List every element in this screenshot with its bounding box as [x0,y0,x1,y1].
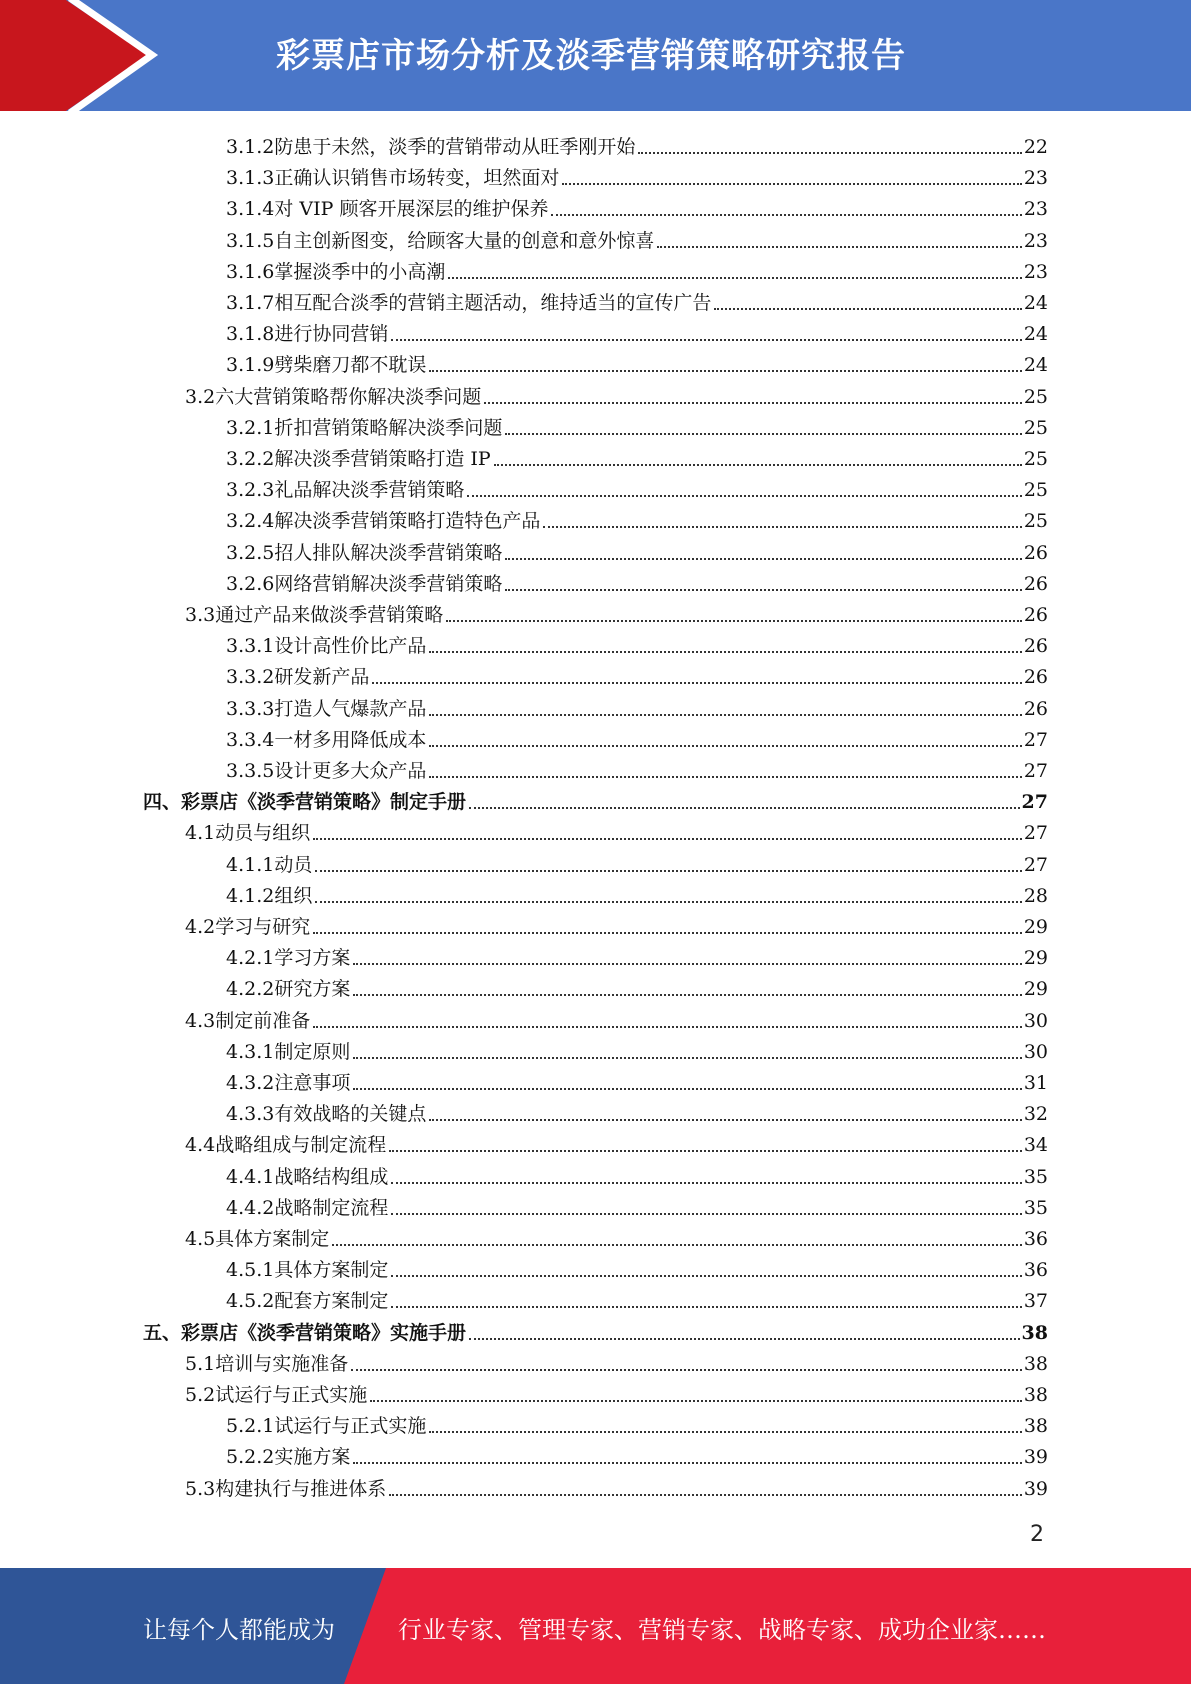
toc-entry-number: 4.2.2 [226,978,275,1000]
toc-entry[interactable] [185,596,1048,627]
toc-entry-page: 25 [1023,417,1048,439]
toc-entry[interactable] [226,502,1048,533]
toc-entry-title: 注意事项 [274,1072,351,1094]
toc-entry-title: 通过产品来做淡季营销策略 [215,604,444,626]
toc-entry-page: 28 [1023,885,1048,907]
toc-entry-title: 礼品解决淡季营销策略 [274,479,465,501]
footer-slogan-right: 行业专家、管理专家、营销专家、战略专家、成功企业家…… [398,1616,1046,1644]
toc-entry-number: 4.5.1 [226,1259,275,1281]
toc-entry-page: 39 [1023,1446,1048,1468]
toc-entry-page: 25 [1023,510,1048,532]
toc-entry-page: 27 [1021,791,1048,813]
toc-entry-number: 3.3.3 [226,698,275,720]
toc-entry-title: 有效战略的关键点 [274,1103,427,1125]
toc-dot-leader [484,402,1022,404]
toc-entry[interactable] [226,970,1048,1001]
toc-entry[interactable] [185,1220,1048,1251]
toc-entry-page: 36 [1023,1259,1048,1281]
toc-entry-title: 掌握淡季中的小高潮 [274,261,446,283]
toc-entry-number: 3.2.4 [226,510,275,532]
toc-entry[interactable] [226,284,1048,315]
toc-entry-page: 23 [1023,198,1048,220]
toc-entry[interactable] [226,752,1048,783]
toc-entry-page: 26 [1023,666,1048,688]
toc-entry-number: 4.2 [185,916,216,938]
toc-entry-number: 四、 [143,791,182,813]
toc-entry[interactable] [226,1189,1048,1220]
toc-entry-number: 3.1.2 [226,136,275,158]
toc-entry[interactable] [226,471,1048,502]
toc-entry[interactable] [226,1282,1048,1313]
toc-entry[interactable] [226,1438,1048,1469]
toc-entry-page: 26 [1023,698,1048,720]
toc-dot-leader [315,870,1021,872]
toc-entry[interactable] [185,1470,1048,1501]
toc-entry-page: 24 [1023,323,1048,345]
toc-entry-page: 38 [1023,1384,1048,1406]
toc-entry-title: 动员 [274,854,313,876]
toc-entry-number: 4.1 [185,822,216,844]
toc-entry[interactable] [226,658,1048,689]
toc-dot-leader [391,1182,1021,1184]
toc-entry-title: 网络营销解决淡季营销策略 [274,573,503,595]
toc-entry[interactable] [226,565,1048,596]
toc-dot-leader [429,1431,1021,1433]
page-number: 2 [1030,1522,1044,1547]
toc-entry-title: 试运行与正式实施 [215,1384,368,1406]
toc-entry[interactable] [226,1095,1048,1126]
toc-entry-title: 战略结构组成 [274,1166,389,1188]
toc-entry[interactable] [226,159,1048,190]
toc-entry-title: 彩票店《淡季营销策略》制定手册 [181,791,467,813]
toc-dot-leader [389,1150,1022,1152]
toc-dot-leader [391,1306,1021,1308]
toc-entry-number: 5.2.1 [226,1415,275,1437]
toc-dot-leader [353,1462,1021,1464]
toc-dot-leader [551,214,1021,216]
toc-entry-number: 4.5.2 [226,1290,275,1312]
toc-entry-number: 3.2.6 [226,573,275,595]
toc-entry-title: 六大营销策略帮你解决淡季问题 [215,386,482,408]
toc-entry[interactable] [226,939,1048,970]
toc-entry[interactable] [226,627,1048,658]
toc-entry[interactable] [185,1345,1048,1376]
toc-entry-number: 3.1.8 [226,323,275,345]
toc-entry[interactable] [226,440,1048,471]
toc-dot-leader [313,1026,1022,1028]
toc-entry-page: 38 [1023,1415,1048,1437]
toc-entry-number: 3.1.6 [226,261,275,283]
toc-entry-title: 一材多用降低成本 [274,729,427,751]
toc-entry-title: 招人排队解决淡季营销策略 [274,542,503,564]
toc-entry[interactable] [226,1251,1048,1282]
toc-dot-leader [429,714,1021,716]
toc-dot-leader [505,589,1021,591]
toc-entry-title: 学习与研究 [215,916,311,938]
toc-entry-page: 27 [1023,729,1048,751]
toc-entry-number: 3.2.3 [226,479,275,501]
toc-entry-page: 27 [1023,854,1048,876]
toc-entry[interactable] [226,315,1048,346]
toc-entry-title: 实施方案 [274,1446,351,1468]
toc-entry-number: 4.1.2 [226,885,275,907]
toc-entry-title: 战略组成与制定流程 [215,1134,387,1156]
toc-dot-leader [372,682,1021,684]
toc-entry-number: 4.3.3 [226,1103,275,1125]
toc-dot-leader [657,246,1021,248]
toc-entry-page: 25 [1023,479,1048,501]
toc-entry-number: 5.2 [185,1384,216,1406]
toc-entry-title: 研究方案 [274,978,351,1000]
toc-entry[interactable] [226,534,1048,565]
toc-entry-title: 正确认识销售市场转变，坦然面对 [274,167,560,189]
toc-entry-page: 23 [1023,230,1048,252]
toc-entry[interactable] [226,846,1048,877]
toc-entry-page: 29 [1023,978,1048,1000]
toc-entry-title: 研发新产品 [274,666,370,688]
toc-entry[interactable] [185,378,1048,409]
toc-entry-page: 32 [1023,1103,1048,1125]
toc-entry-number: 五、 [143,1322,182,1344]
toc-entry-title: 设计更多大众产品 [274,760,427,782]
toc-entry-title: 动员与组织 [215,822,311,844]
toc-dot-leader [429,370,1021,372]
toc-entry-page: 24 [1023,354,1048,376]
toc-entry-number: 3.1.5 [226,230,275,252]
toc-entry-title: 具体方案制定 [215,1228,330,1250]
toc-entry-title: 自主创新图变，给顾客大量的创意和意外惊喜 [274,230,655,252]
toc-entry-page: 30 [1023,1010,1048,1032]
toc-entry-page: 25 [1023,448,1048,470]
toc-entry-title: 设计高性价比产品 [274,635,427,657]
toc-entry[interactable] [226,128,1048,159]
toc-entry-number: 3.2 [185,386,216,408]
toc-dot-leader [429,1119,1021,1121]
toc-dot-leader [353,963,1021,965]
document-title: 彩票店市场分析及淡季营销策略研究报告 [276,36,906,76]
toc-dot-leader [315,901,1021,903]
toc-dot-leader [429,651,1021,653]
toc-entry-title: 制定原则 [274,1041,351,1063]
toc-entry[interactable] [185,814,1048,845]
toc-entry-page: 27 [1023,760,1048,782]
toc-dot-leader [429,745,1021,747]
toc-entry-title: 构建执行与推进体系 [215,1478,387,1500]
toc-entry-page: 35 [1023,1197,1048,1219]
toc-entry-page: 25 [1023,386,1048,408]
toc-entry-title: 解决淡季营销策略打造特色产品 [274,510,541,532]
toc-dot-leader [391,1213,1021,1215]
toc-entry-number: 3.1.3 [226,167,275,189]
toc-dot-leader [446,620,1022,622]
toc-entry-number: 4.3 [185,1010,216,1032]
toc-entry[interactable] [143,1314,1048,1345]
toc-dot-leader [313,838,1022,840]
toc-entry-number: 3.2.2 [226,448,275,470]
toc-entry-title: 战略制定流程 [274,1197,389,1219]
toc-entry-number: 4.2.1 [226,947,275,969]
toc-entry-number: 3.1.4 [226,198,275,220]
toc-entry-title: 打造人气爆款产品 [274,698,427,720]
toc-dot-leader [638,152,1021,154]
toc-entry[interactable] [226,222,1048,253]
toc-entry-page: 26 [1023,573,1048,595]
toc-entry-page: 35 [1023,1166,1048,1188]
toc-entry-number: 3.3.1 [226,635,275,657]
toc-entry-page: 22 [1023,136,1048,158]
toc-entry-number: 4.4.2 [226,1197,275,1219]
toc-entry[interactable] [185,1126,1048,1157]
toc-dot-leader [467,495,1021,497]
toc-entry-number: 3.2.1 [226,417,275,439]
toc-entry-page: 26 [1023,542,1048,564]
toc-entry-title: 配套方案制定 [274,1290,389,1312]
toc-dot-leader [714,308,1021,310]
toc-entry-title: 具体方案制定 [274,1259,389,1281]
toc-entry-page: 23 [1023,167,1048,189]
toc-dot-leader [353,994,1021,996]
toc-dot-leader [370,1400,1022,1402]
toc-entry-title: 折扣营销策略解决淡季问题 [274,417,503,439]
toc-dot-leader [353,1057,1021,1059]
toc-entry[interactable] [185,1002,1048,1033]
toc-entry-page: 29 [1023,916,1048,938]
toc-entry-page: 37 [1023,1290,1048,1312]
toc-entry-page: 23 [1023,261,1048,283]
toc-dot-leader [543,526,1021,528]
toc-dot-leader [469,1338,1020,1340]
toc-entry[interactable] [226,346,1048,377]
toc-entry[interactable] [185,908,1048,939]
toc-entry-page: 30 [1023,1041,1048,1063]
toc-entry-number: 3.3.4 [226,729,275,751]
toc-entry-number: 4.3.1 [226,1041,275,1063]
toc-entry-title: 进行协同营销 [274,323,389,345]
toc-entry-title: 学习方案 [274,947,351,969]
toc-dot-leader [391,339,1021,341]
toc-entry[interactable] [226,1064,1048,1095]
toc-dot-leader [313,932,1022,934]
toc-entry-page: 36 [1023,1228,1048,1250]
toc-entry-title: 培训与实施准备 [215,1353,349,1375]
toc-entry-page: 31 [1023,1072,1048,1094]
toc-entry-number: 5.2.2 [226,1446,275,1468]
page-footer [0,1568,1191,1684]
toc-entry[interactable] [226,1158,1048,1189]
toc-entry[interactable] [185,1376,1048,1407]
toc-entry-page: 38 [1021,1322,1048,1344]
toc-entry-number: 3.3 [185,604,216,626]
toc-dot-leader [494,464,1022,466]
page-header [0,0,1191,111]
toc-entry-title: 劈柴磨刀都不耽误 [274,354,427,376]
toc-entry-title: 组织 [274,885,313,907]
toc-entry-title: 对 VIP 顾客开展深层的维护保养 [274,198,549,220]
toc-entry-title: 试运行与正式实施 [274,1415,427,1437]
toc-entry-number: 4.4.1 [226,1166,275,1188]
toc-entry-title: 防患于未然，淡季的营销带动从旺季刚开始 [274,136,636,158]
toc-entry-page: 38 [1023,1353,1048,1375]
toc-entry-number: 4.5 [185,1228,216,1250]
toc-entry-page: 26 [1023,604,1048,626]
toc-entry-page: 34 [1023,1134,1048,1156]
toc-dot-leader [505,433,1021,435]
toc-entry-page: 39 [1023,1478,1048,1500]
toc-entry-number: 4.1.1 [226,854,275,876]
toc-entry[interactable] [226,1407,1048,1438]
toc-entry-number: 3.1.9 [226,354,275,376]
toc-entry-number: 4.4 [185,1134,216,1156]
toc-dot-leader [351,1369,1022,1371]
toc-entry-title: 彩票店《淡季营销策略》实施手册 [181,1322,467,1344]
toc-entry[interactable] [143,783,1048,814]
toc-dot-leader [562,183,1021,185]
toc-entry-title: 相互配合淡季的营销主题活动，维持适当的宣传广告 [274,292,712,314]
toc-entry-number: 5.1 [185,1353,216,1375]
toc-dot-leader [448,277,1021,279]
toc-entry[interactable] [226,190,1048,221]
toc-entry-title: 制定前准备 [215,1010,311,1032]
toc-dot-leader [389,1494,1022,1496]
footer-slogan-left: 让每个人都能成为 [143,1616,335,1644]
toc-entry-page: 26 [1023,635,1048,657]
toc-entry-number: 3.2.5 [226,542,275,564]
toc-dot-leader [429,776,1021,778]
toc-entry[interactable] [226,253,1048,284]
toc-entry-page: 29 [1023,947,1048,969]
toc-entry-number: 5.3 [185,1478,216,1500]
toc-entry[interactable] [226,1033,1048,1064]
toc-entry-page: 24 [1023,292,1048,314]
toc-entry-title: 解决淡季营销策略打造 IP [274,448,491,470]
toc-entry[interactable] [226,877,1048,908]
toc-entry[interactable] [226,721,1048,752]
toc-entry-page: 27 [1023,822,1048,844]
toc-entry-number: 3.3.5 [226,760,275,782]
toc-entry[interactable] [226,690,1048,721]
toc-entry-number: 3.1.7 [226,292,275,314]
toc-dot-leader [391,1275,1021,1277]
toc-dot-leader [332,1244,1022,1246]
toc-dot-leader [469,807,1020,809]
toc-dot-leader [353,1088,1021,1090]
toc-entry[interactable] [226,409,1048,440]
toc-dot-leader [505,558,1021,560]
toc-entry-number: 4.3.2 [226,1072,275,1094]
toc-entry-number: 3.3.2 [226,666,275,688]
